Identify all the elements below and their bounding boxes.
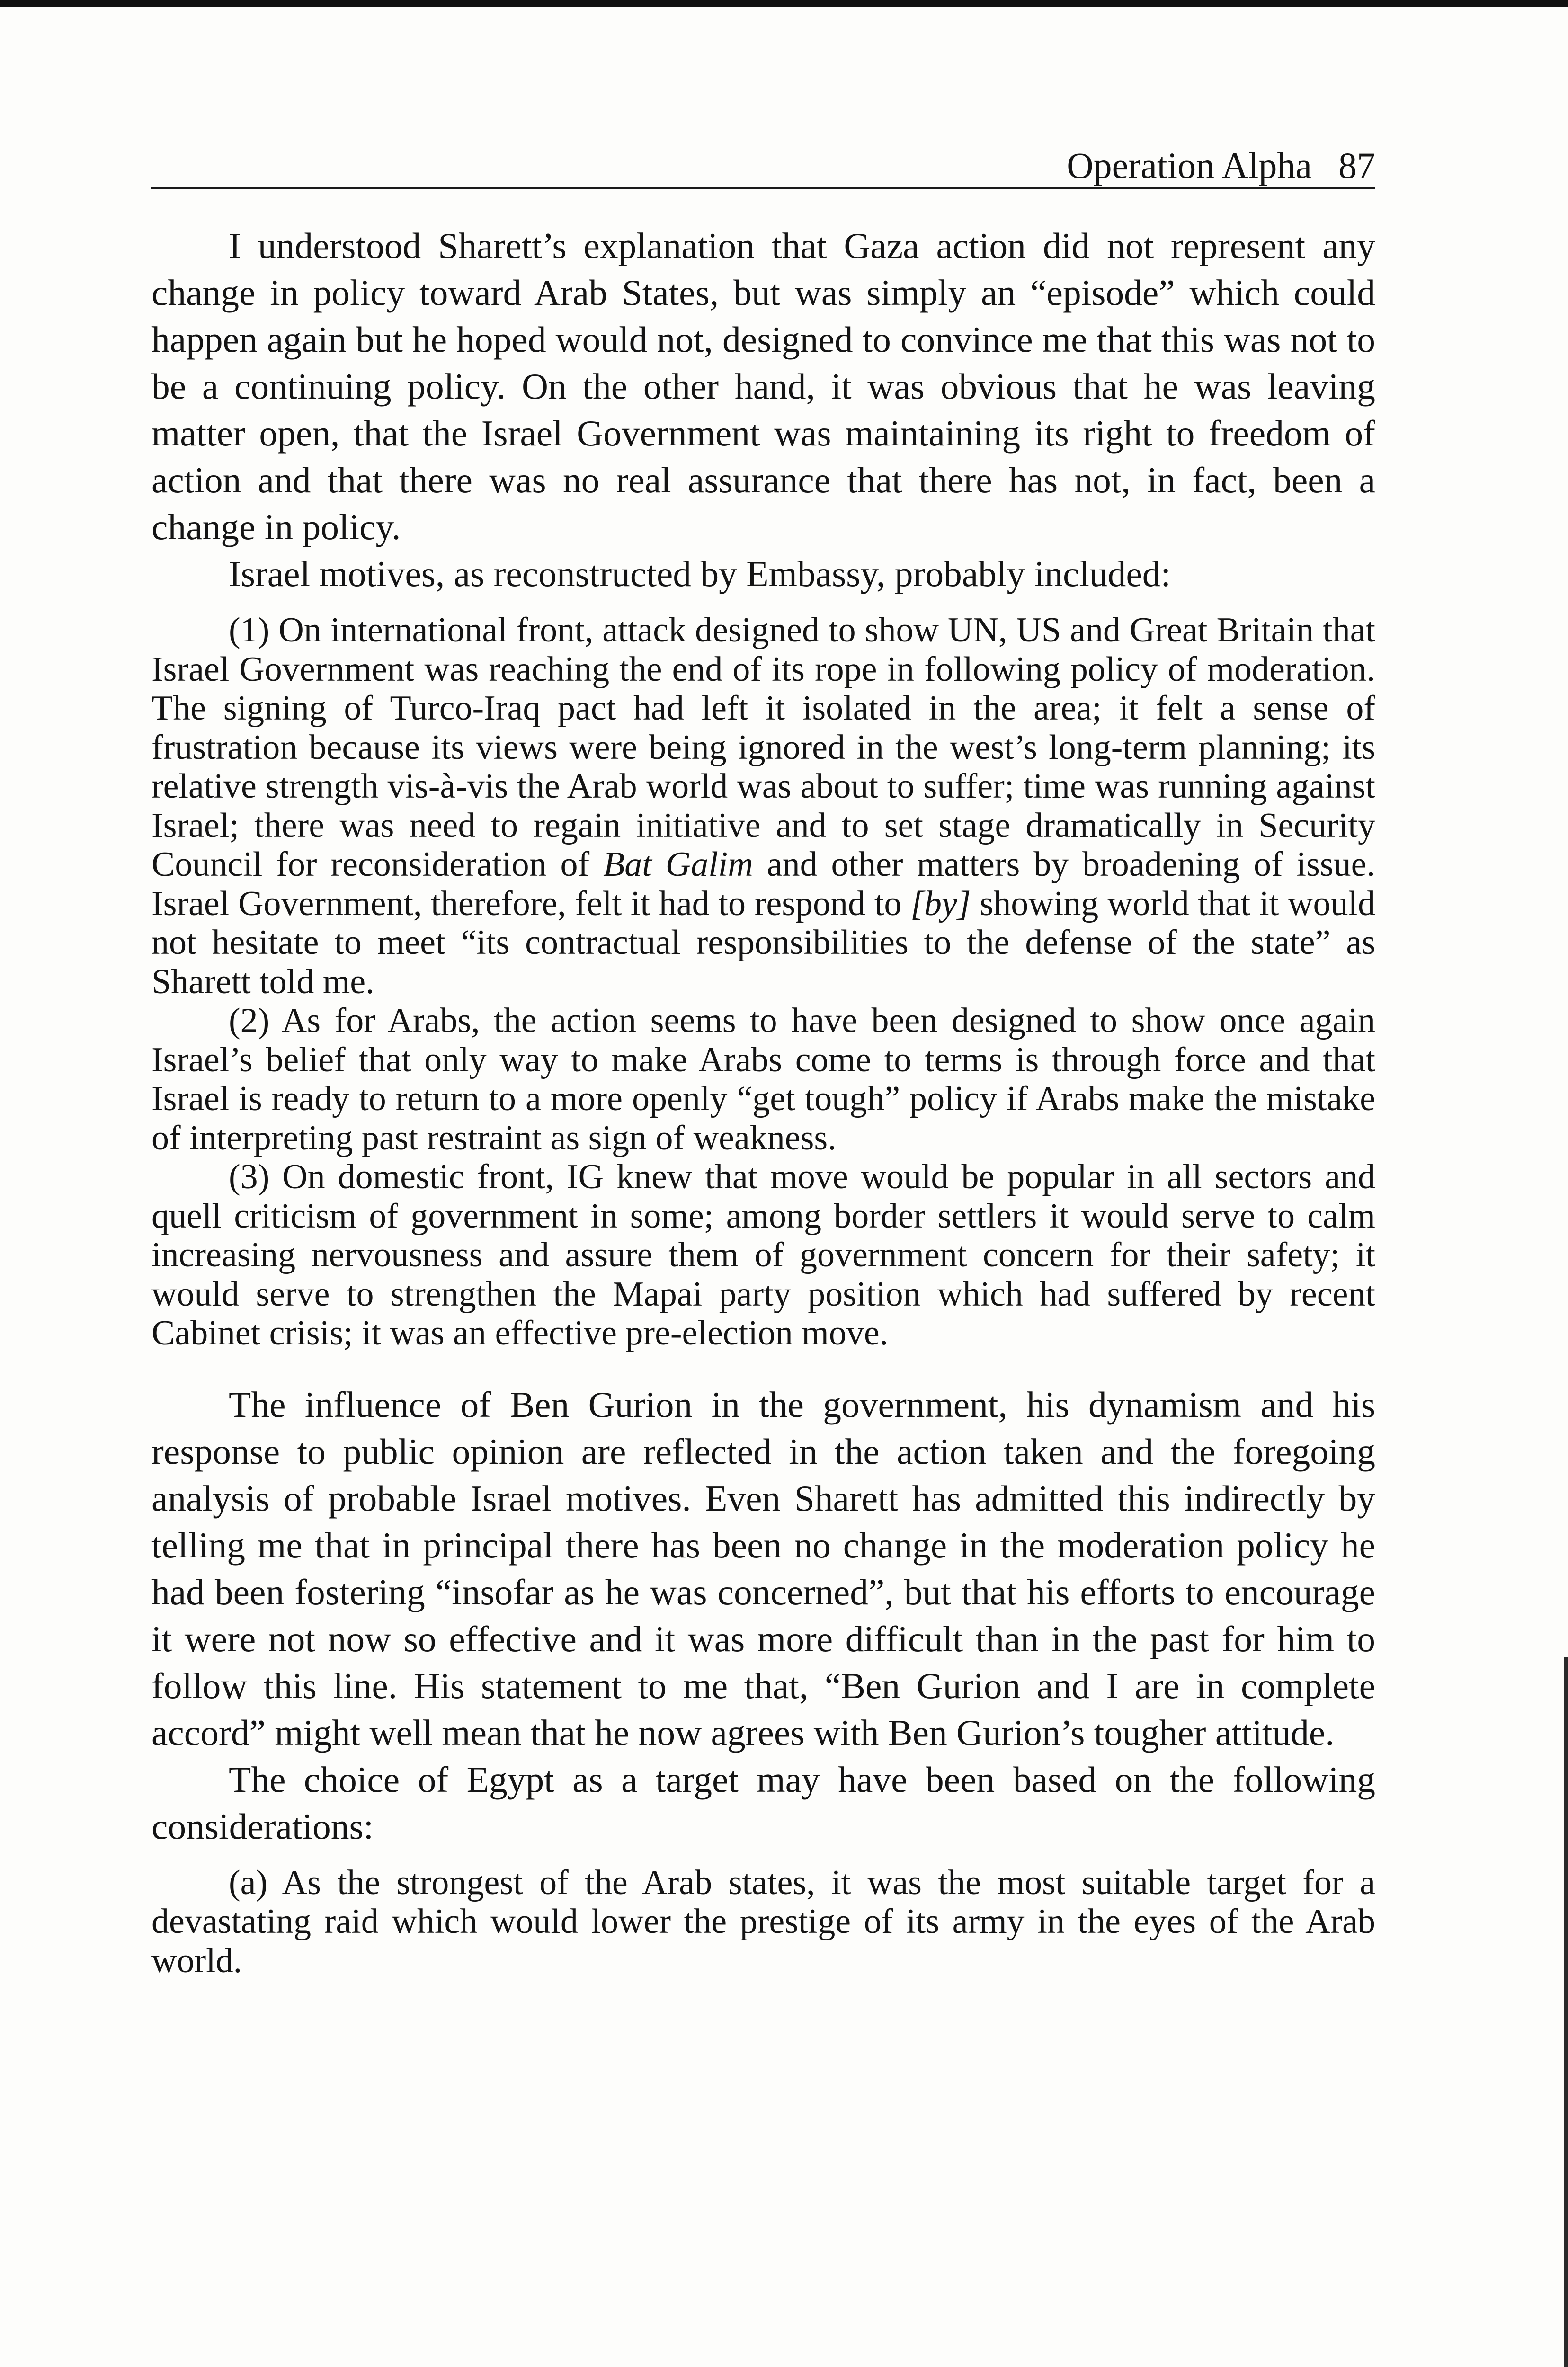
motive-item-1-text-c: showing world that it would not hesitate to meet “its contractual responsibilities to the defense of the state” as Sharett told me.: [151, 884, 1376, 1001]
page-body: [151, 222, 1375, 1980]
paragraph-israel-motives-intro: Israel motives, as reconstructed by Embassy, probably included:: [229, 553, 1171, 594]
page-right-edge: [1564, 1657, 1568, 2367]
motive-item-2: (2) As for Arabs, the action seems to have been designed to show once again Israel’s belief that only way to make Arabs come to terms is through force and that Israel is ready to return to a more openly “get tough” policy if Arabs make the mistake of interpreting past restraint as sign of weakness.: [151, 1001, 1375, 1157]
motive-item-1-text-a: (1) On international front, attack designed to show UN, US and Great Britain that Israel Government was reaching the end of its rope in following policy of moderation. The signing of Turco-Iraq pact had left it isolated in the area; it felt a sense of frustration because its views were being ignored in the west’s long-term planning; its relative strength vis-à-vis the Arab world was about to suffer; time was running against Israel; there was need to regain initiative and to set stage dramatically in Security Council for reconsideration of: [151, 611, 1375, 884]
motive-item-1: [151, 611, 1375, 1001]
motive-item-3: (3) On domestic front, IG knew that move would be popular in all sectors and quell criticism of government in some; among border settlers it would serve to calm increasing nervousness and assure them of government concern for their safety; it would serve to strengthen the Mapai party position which had suffered by recent Cabinet crisis; it was an effective pre-election move.: [151, 1157, 1375, 1353]
header-text: [1067, 147, 1375, 185]
running-header: [151, 142, 1375, 189]
page-number: 87: [1338, 145, 1375, 186]
paragraph-sharett-explanation: I understood Sharett’s explanation that Gaza action did not represent any change in policy toward Arab States, but was simply an “episode” which could happen again but he hoped would not, designed to convince me that this was not to be a continuing policy. On the other hand, it was obvious that he was leaving matter open, that the Israel Government was maintaining its right to freedom of action and that there was no real assurance that there has not, in fact, been a change in policy.: [151, 225, 1375, 547]
ship-name-italic: Bat Galim: [603, 845, 753, 884]
editorial-insertion: [by]: [910, 884, 971, 923]
paragraph-ben-gurion-influence: The influence of Ben Gurion in the government, his dynamism and his response to public opinion are reflected in the action taken and the foregoing analysis of probable Israel motives. Even Sharett has admitted this indirectly by telling me that in principal there has been no change in the moderation policy he had been fostering “insofar as he was concerned”, but that his efforts to encourage it were not now so effective and it was more difficult than in the past for him to follow this line. His statement to me that, “Ben Gurion and I are in complete accord” might well mean that he now agrees with Ben Gurion’s tougher attitude.: [151, 1384, 1375, 1753]
running-title: Operation Alpha: [1067, 145, 1312, 186]
consideration-item-a: (a) As the strongest of the Arab states, it was the most suitable target for a devastating raid which would lower the prestige of its army in the eyes of the Arab world.: [151, 1863, 1375, 1980]
page-top-edge: [0, 0, 1568, 7]
motive-item-1-text-b: and other matters by broadening of issue. Israel Government, therefore, felt it had to respond to: [151, 845, 1376, 923]
paragraph-egypt-target: The choice of Egypt as a target may have been based on the following considerations:: [151, 1759, 1375, 1847]
